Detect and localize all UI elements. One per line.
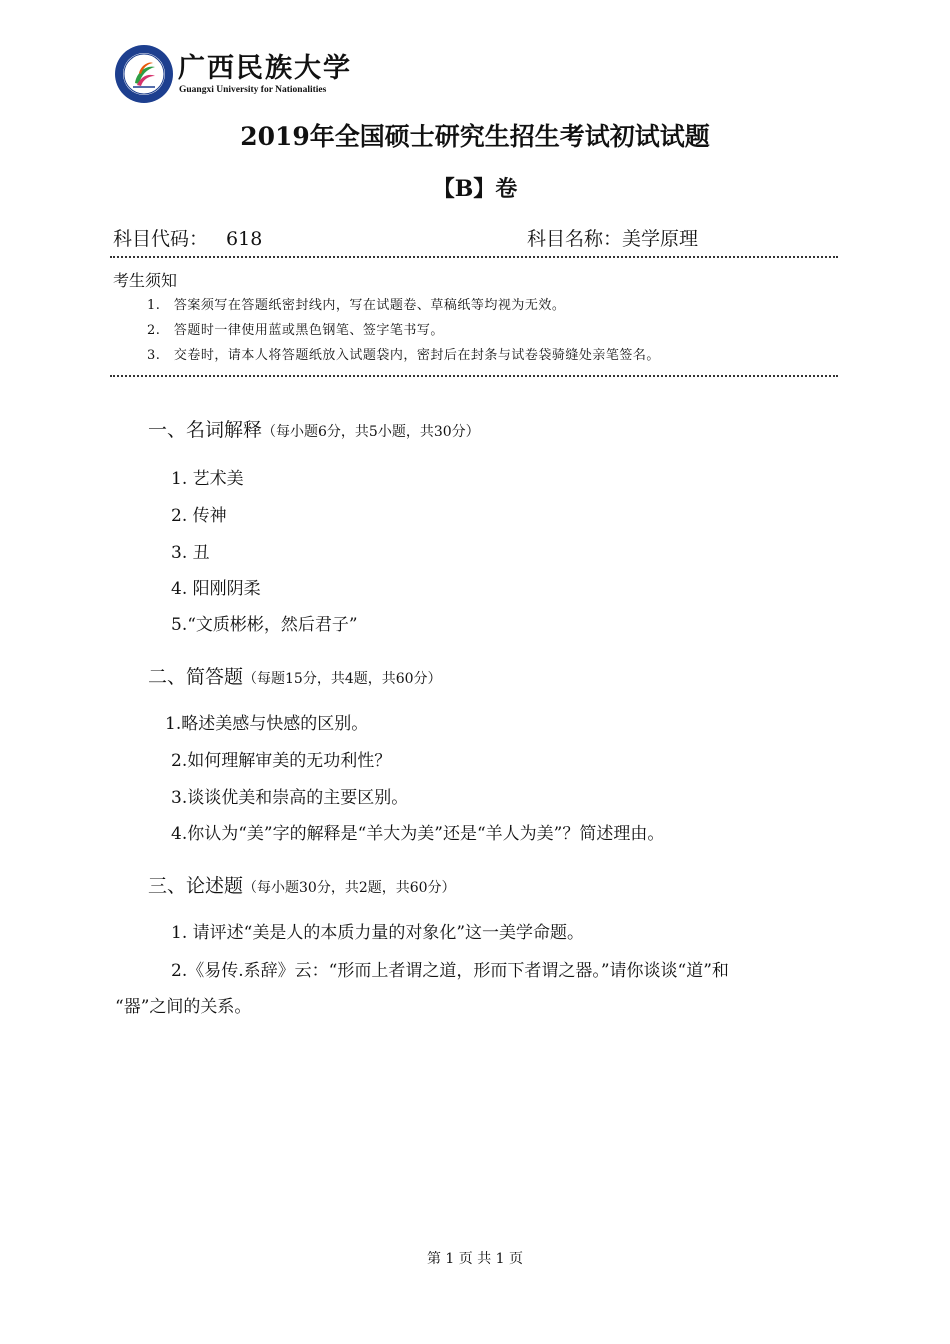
notice-item: 3. 交卷时，请本人将答题纸放入试题袋内，密封后在封条与试卷袋骑缝处亲笔签名。 <box>147 348 660 363</box>
subject-code-value: 618 <box>226 228 263 250</box>
paper-version: 【B】卷 <box>432 176 518 202</box>
notice-item: 1. 答案须写在答题纸密封线内，写在试题卷、草稿纸等均视为无效。 <box>147 298 566 313</box>
divider-top <box>110 256 838 258</box>
notice-title: 考生须知 <box>113 271 178 290</box>
notice-item: 2. 答题时一律使用蓝或黑色钢笔、签字笔书写。 <box>147 323 444 338</box>
question-item: 5.“文质彬彬，然后君子” <box>171 615 358 635</box>
subject-name-label: 科目名称： <box>527 228 623 250</box>
university-name-en: Guangxi University for Nationalities <box>179 85 327 95</box>
subject-code <box>113 224 262 251</box>
divider-bottom <box>110 375 838 377</box>
question-item: 3.谈谈优美和崇高的主要区别。 <box>171 788 409 808</box>
section-title: 二、简答题 <box>148 666 244 688</box>
section-scoring-note: （每小题6分，共5小题，共30分） <box>262 424 480 440</box>
question-item: 1.略述美感与快感的区别。 <box>165 714 369 734</box>
subject-name-value: 美学原理 <box>622 228 699 250</box>
question-item: 2.《易传.系辞》云：“形而上者谓之道，形而下者谓之器。”请你谈谈“道”和 <box>171 961 729 981</box>
section-heading <box>148 662 442 689</box>
university-name-cn: 广西民族大学 <box>178 53 352 84</box>
section-heading <box>148 871 456 898</box>
section-title: 三、论述题 <box>148 875 244 897</box>
section-scoring-note: （每小题30分，共2题，共60分） <box>243 880 456 896</box>
exam-title: 2019年全国硕士研究生招生考试初试试题 <box>240 122 710 151</box>
question-item: 2. 传神 <box>171 506 227 526</box>
subject-name <box>527 224 698 251</box>
section-heading <box>148 415 480 442</box>
question-item: 3. 丑 <box>171 543 210 563</box>
question-item-continued: “器”之间的关系。 <box>115 997 252 1017</box>
question-item: 4. 阳刚阴柔 <box>171 579 261 599</box>
subject-code-label: 科目代码： <box>113 228 209 250</box>
section-title: 一、名词解释 <box>148 419 263 441</box>
section-scoring-note: （每题15分，共4题，共60分） <box>243 671 442 687</box>
university-seal-logo-icon <box>113 43 175 105</box>
page-number: 第 1 页 共 1 页 <box>426 1251 524 1267</box>
question-item: 1. 艺术美 <box>171 469 244 489</box>
question-item: 2.如何理解审美的无功利性？ <box>171 751 392 771</box>
question-item: 1. 请评述“美是人的本质力量的对象化”这一美学命题。 <box>171 923 585 943</box>
question-item: 4.你认为“美”字的解释是“羊大为美”还是“羊人为美”？简述理由。 <box>171 824 665 844</box>
